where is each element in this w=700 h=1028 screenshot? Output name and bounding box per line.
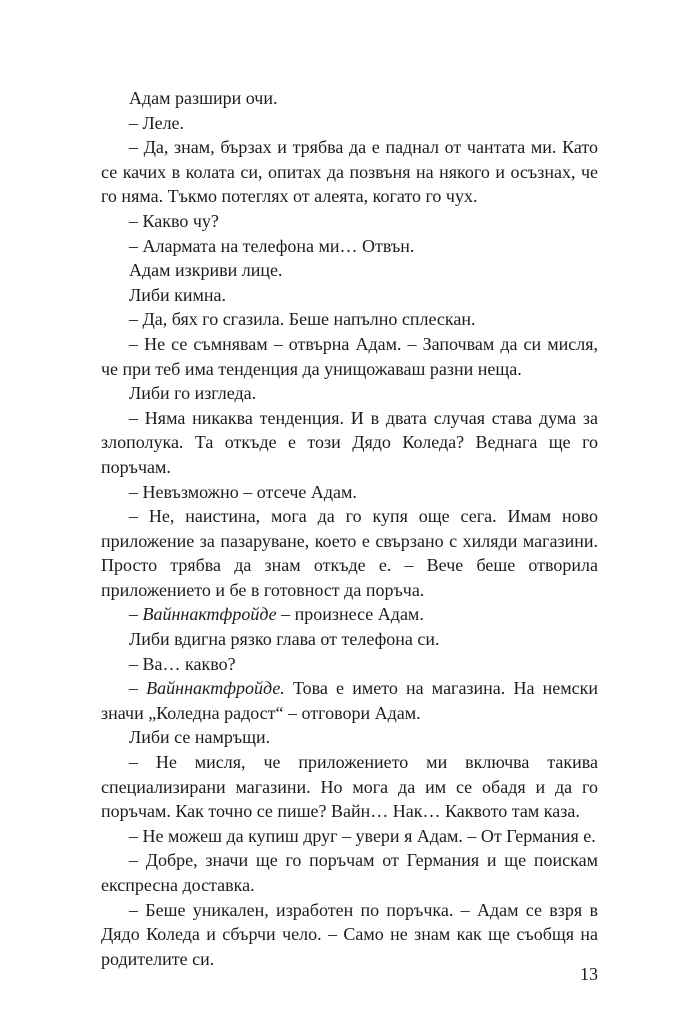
paragraph: – Леле. [129, 112, 185, 133]
paragraph: – Алармата на телефона ми… Отвън. [129, 235, 415, 256]
store-name-italic: Вайннактфройде [142, 604, 277, 625]
paragraph: Либи го изгледа. [129, 383, 257, 404]
paragraph: – Не се съмнявам – отвърна Адам. – Започвам да си мисля, че при теб има тенденция да унищожаваш разни неща. [101, 333, 598, 379]
paragraph: Либи вдигна рязко глава от телефона си. [129, 629, 440, 650]
paragraph: – Ва… какво? [129, 653, 236, 674]
paragraph: – Какво чу? [129, 210, 219, 231]
paragraph: Адам изкриви лице. [129, 260, 283, 281]
paragraph: – Беше уникален, изработен по поръчка. – Адам се взря в Дядо Коледа и сбърчи чело. – Само не знам как ще съобщя на родителите си. [101, 899, 598, 969]
dash: – [129, 678, 147, 699]
body-text [101, 86, 598, 971]
paragraph-store-name [101, 602, 598, 627]
paragraph: – Няма никаква тенденция. И в двата случая става дума за злополука. Та откъде е този Дядо Коледа? Веднага ще го поръчам. [101, 407, 598, 477]
store-name-italic: Вайннактфройде. [146, 678, 285, 699]
paragraph: – Не, наистина, мога да го купя още сега. Имам ново приложение за пазаруване, което е свързано с хиляди магазини. Просто трябва да знам откъде е. – Вече беше отворила приложението и бе в готовност да поръча. [101, 506, 598, 600]
paragraph: – Да, бях го сгазила. Беше напълно сплескан. [129, 309, 476, 330]
paragraph-rest: Това е името на магазина. На немски значи „Коледна радост“ – отговори Адам. [101, 678, 598, 723]
dash: – [129, 604, 143, 625]
paragraph: – Добре, значи ще го поръчам от Германия и ще поискам експресна доставка. [101, 850, 598, 895]
paragraph: – Не можеш да купиш друг – увери я Адам. – От Германия е. [129, 825, 596, 846]
paragraph: – Да, знам, бързах и трябва да е паднал от чантата ми. Като се качих в колата си, опитах да позвъня на някого и осъзнах, че го няма. Тъкмо потеглях от алеята, когато го чух. [101, 137, 598, 207]
paragraph: – Не мисля, че приложението ми включва такива специализирани магазини. Но мога да им се обадя и да го поръчам. Как точно се пише? Вайн… Нак… Каквото там каза. [101, 752, 598, 822]
paragraph-rest: – произнесе Адам. [276, 604, 424, 625]
paragraph: Либи кимна. [129, 284, 227, 305]
paragraph: Либи се намръщи. [129, 727, 271, 748]
paragraph: – Невъзможно – отсече Адам. [129, 481, 357, 502]
page-number: 13 [580, 964, 598, 984]
paragraph-store-name [101, 676, 598, 725]
paragraph: Адам разшири очи. [129, 88, 278, 108]
